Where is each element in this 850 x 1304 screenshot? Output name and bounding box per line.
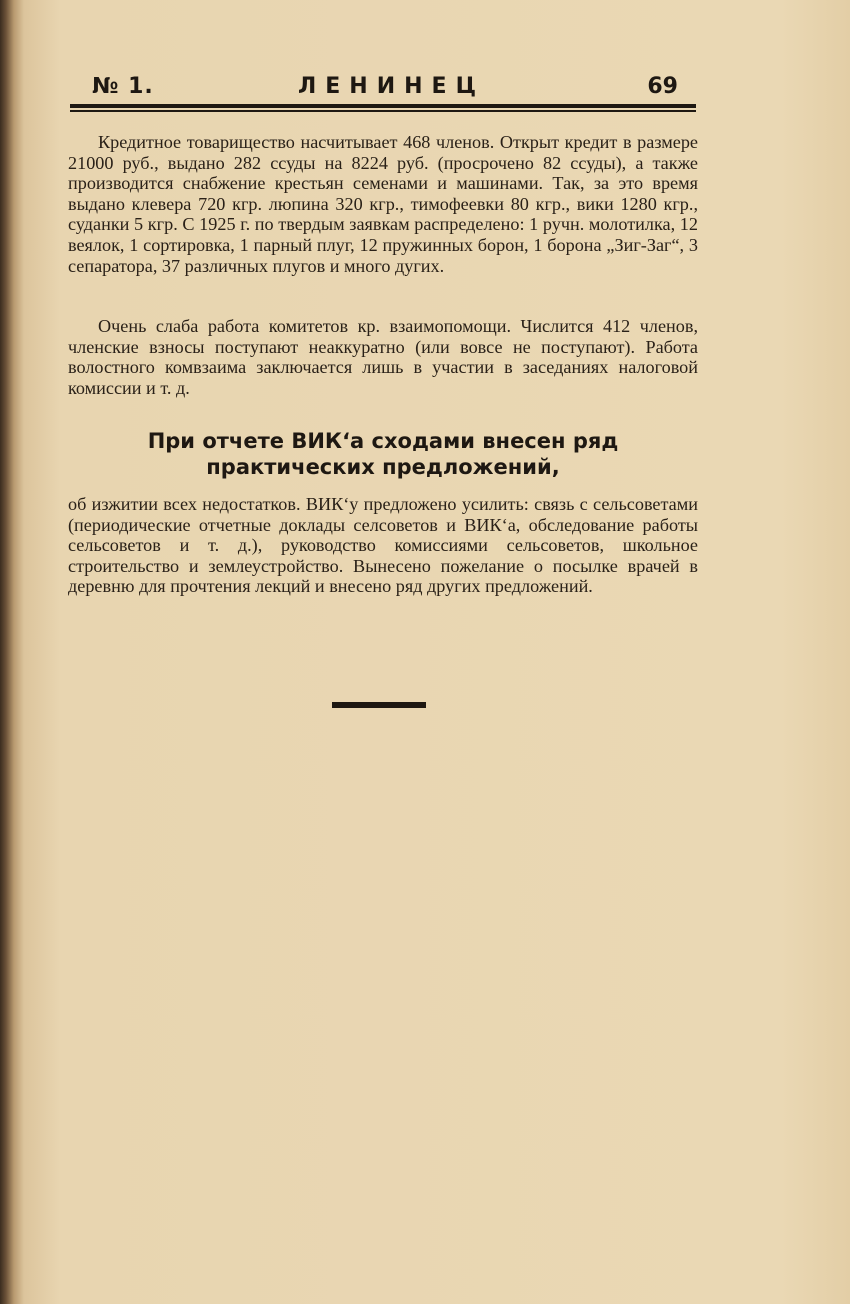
header-rule-thin	[70, 110, 696, 112]
paragraph-credit-cooperative: Кредитное товарищество насчитывает 468 членов. Открыт кредит в размере 21000 руб., выдано 282 ссуды на 8224 руб. (просрочено 82 ссуды), а также производится снабжение крестьян семенами и машинами. Так, за это время выдано клевера 720 кгр. люпина 320 кгр., тимофеевки 80 кгр., вики 1280 кгр., суданки 5 кгр. С 1925 г. по твердым заявкам распределено: 1 ручн. молотилка, 12 веялок, 1 сортировка, 1 парный плуг, 12 пружинных борон, 1 борона „Зиг-Заг“, 3 сепаратора, 37 различных плугов и много дугих.	[68, 132, 698, 276]
issue-number: № 1.	[92, 74, 154, 99]
page-number: 69	[647, 74, 678, 99]
paragraph-mutual-aid: Очень слаба работа комитетов кр. взаимопомощи. Числится 412 членов, членские взносы поступают неаккуратно (или вовсе не поступают). Работа волостного комвзаима заключается лишь в участии в заседаниях налоговой комиссии и т. д.	[68, 316, 698, 398]
publication-title: ЛЕНИНЕЦ	[298, 74, 485, 99]
header-rule	[70, 104, 696, 108]
end-rule	[332, 702, 426, 708]
paragraph-proposals: об изжитии всех недостатков. ВИК‘у предложено усилить: связь с сельсоветами (периодические отчетные доклады селсоветов и ВИК‘а, обследование работы сельсоветов и т. д.), руководство комиссиями сельсоветов, школьное строительство и землеустройство. Вынесено пожелание о посылке врачей в деревню для прочтения лекций и внесено ряд других предложений.	[68, 494, 698, 597]
running-header	[70, 74, 696, 104]
section-heading: При отчете ВИК‘а сходами внесен ряд практических предложений,	[147, 429, 619, 479]
